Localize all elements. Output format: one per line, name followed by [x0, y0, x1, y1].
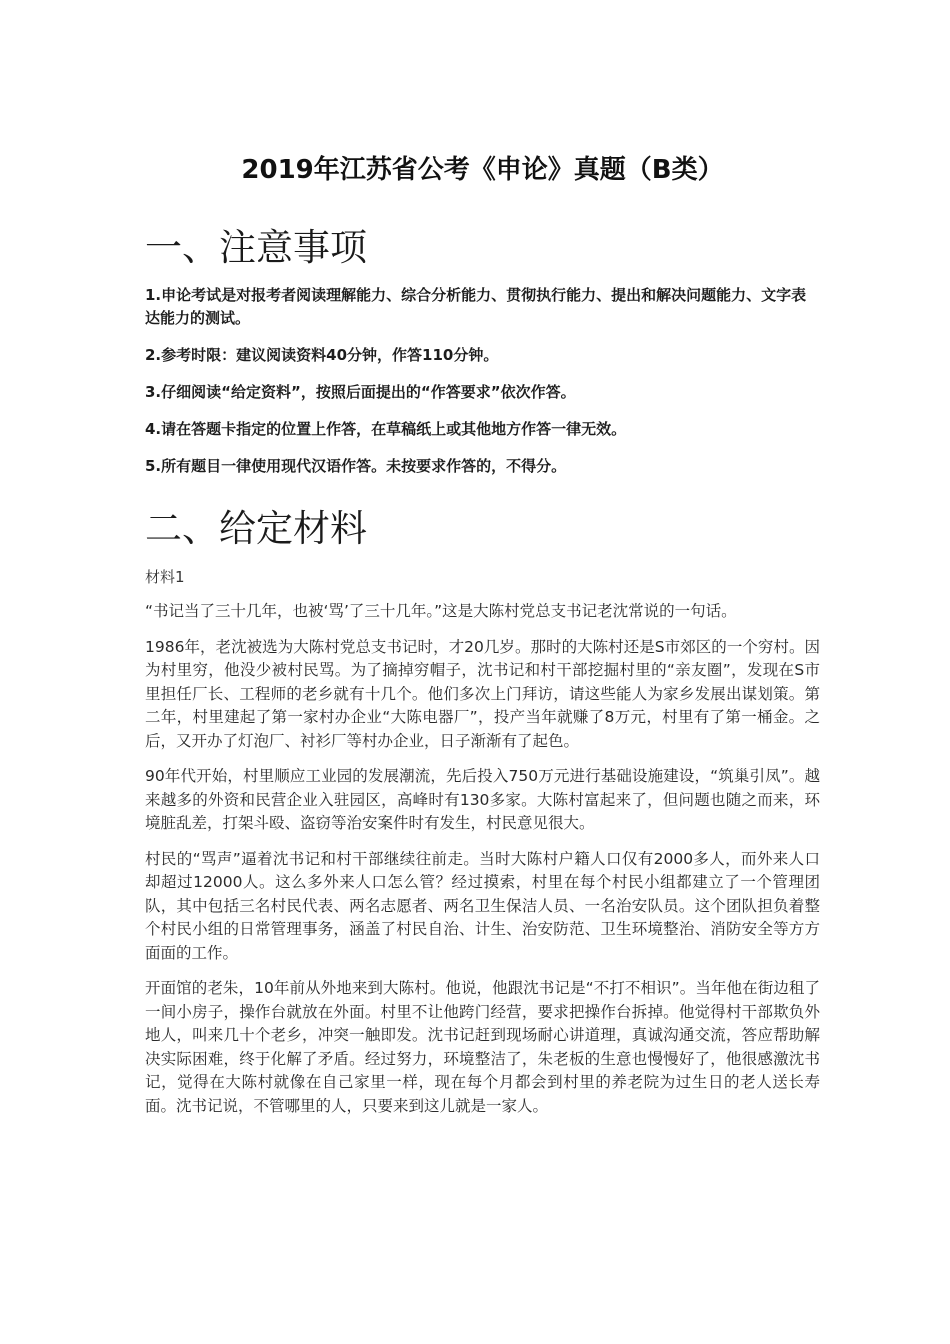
- material-paragraph: “书记当了三十几年，也被‘骂’了三十几年。”这是大陈村党总支书记老沈常说的一句话。: [145, 602, 737, 620]
- notice-item: 3.仔细阅读“给定资料”，按照后面提出的“作答要求”依次作答。: [145, 383, 576, 401]
- notice-item: 5.所有题目一律使用现代汉语作答。未按要求作答的，不得分。: [145, 457, 567, 475]
- material-paragraph: 村民的“骂声”逼着沈书记和村干部继续往前走。当时大陈村户籍人口仅有2000多人，而外来人口却超过12000人。这么多外来人口怎么管？经过摸索，村里在每个村民小组都建立了一个管理团队，其中包括三名村民代表、两名志愿者、两名卫生保洁人员、一名治安队员。这个团队担负着整个村民小组的日常管理事务，涵盖了村民自治、计生、治安防范、卫生环境整治、消防安全等方方面面的工作。: [145, 849, 820, 962]
- notice-item: 1.申论考试是对报考者阅读理解能力、综合分析能力、贯彻执行能力、提出和解决问题能力、文字表达能力的测试。: [145, 286, 807, 327]
- material-paragraph: 90年代开始，村里顺应工业园的发展潮流，先后投入750万元进行基础设施建设，“筑巢引凤”。越来越多的外资和民营企业入驻园区，高峰时有130多家。大陈村富起来了，但问题也随之而来，环境脏乱差，打架斗殴、盗窃等治安案件时有发生，村民意见很大。: [145, 767, 820, 832]
- section-heading-notices: 一、注意事项: [145, 226, 367, 269]
- material-label: 材料1: [145, 568, 185, 586]
- notice-item: 2.参考时限：建议阅读资料40分钟，作答110分钟。: [145, 346, 499, 364]
- notice-item: 4.请在答题卡指定的位置上作答，在草稿纸上或其他地方作答一律无效。: [145, 420, 627, 438]
- material-block: [145, 566, 820, 1130]
- material-paragraph: 开面馆的老朱，10年前从外地来到大陈村。他说，他跟沈书记是“不打不相识”。当年他在街边租了一间小房子，操作台就放在外面。村里不让他跨门经营，要求把操作台拆掉。他觉得村干部欺负外地人，叫来几十个老乡，冲突一触即发。沈书记赶到现场耐心讲道理，真诚沟通交流，答应帮助解决实际困难，终于化解了矛盾。经过努力，环境整洁了，朱老板的生意也慢慢好了，他很感激沈书记，觉得在大陈村就像在自己家里一样，现在每个月都会到村里的养老院为过生日的老人送长寿面。沈书记说，不管哪里的人，只要来到这儿就是一家人。: [145, 979, 820, 1115]
- document-title: 2019年江苏省公考《申论》真题（B类）: [241, 155, 724, 185]
- section-heading-materials: 二、给定材料: [145, 507, 367, 550]
- material-paragraph: 1986年，老沈被选为大陈村党总支书记时，才20几岁。那时的大陈村还是S市郊区的一个穷村。因为村里穷，他没少被村民骂。为了摘掉穷帽子，沈书记和村干部挖掘村里的“亲友圈”，发现在S市里担任厂长、工程师的老乡就有十几个。他们多次上门拜访，请这些能人为家乡发展出谋划策。第二年，村里建起了第一家村办企业“大陈电器厂”，投产当年就赚了8万元，村里有了第一桶金。之后，又开办了灯泡厂、衬衫厂等村办企业，日子渐渐有了起色。: [145, 637, 820, 750]
- notice-list: [145, 284, 820, 492]
